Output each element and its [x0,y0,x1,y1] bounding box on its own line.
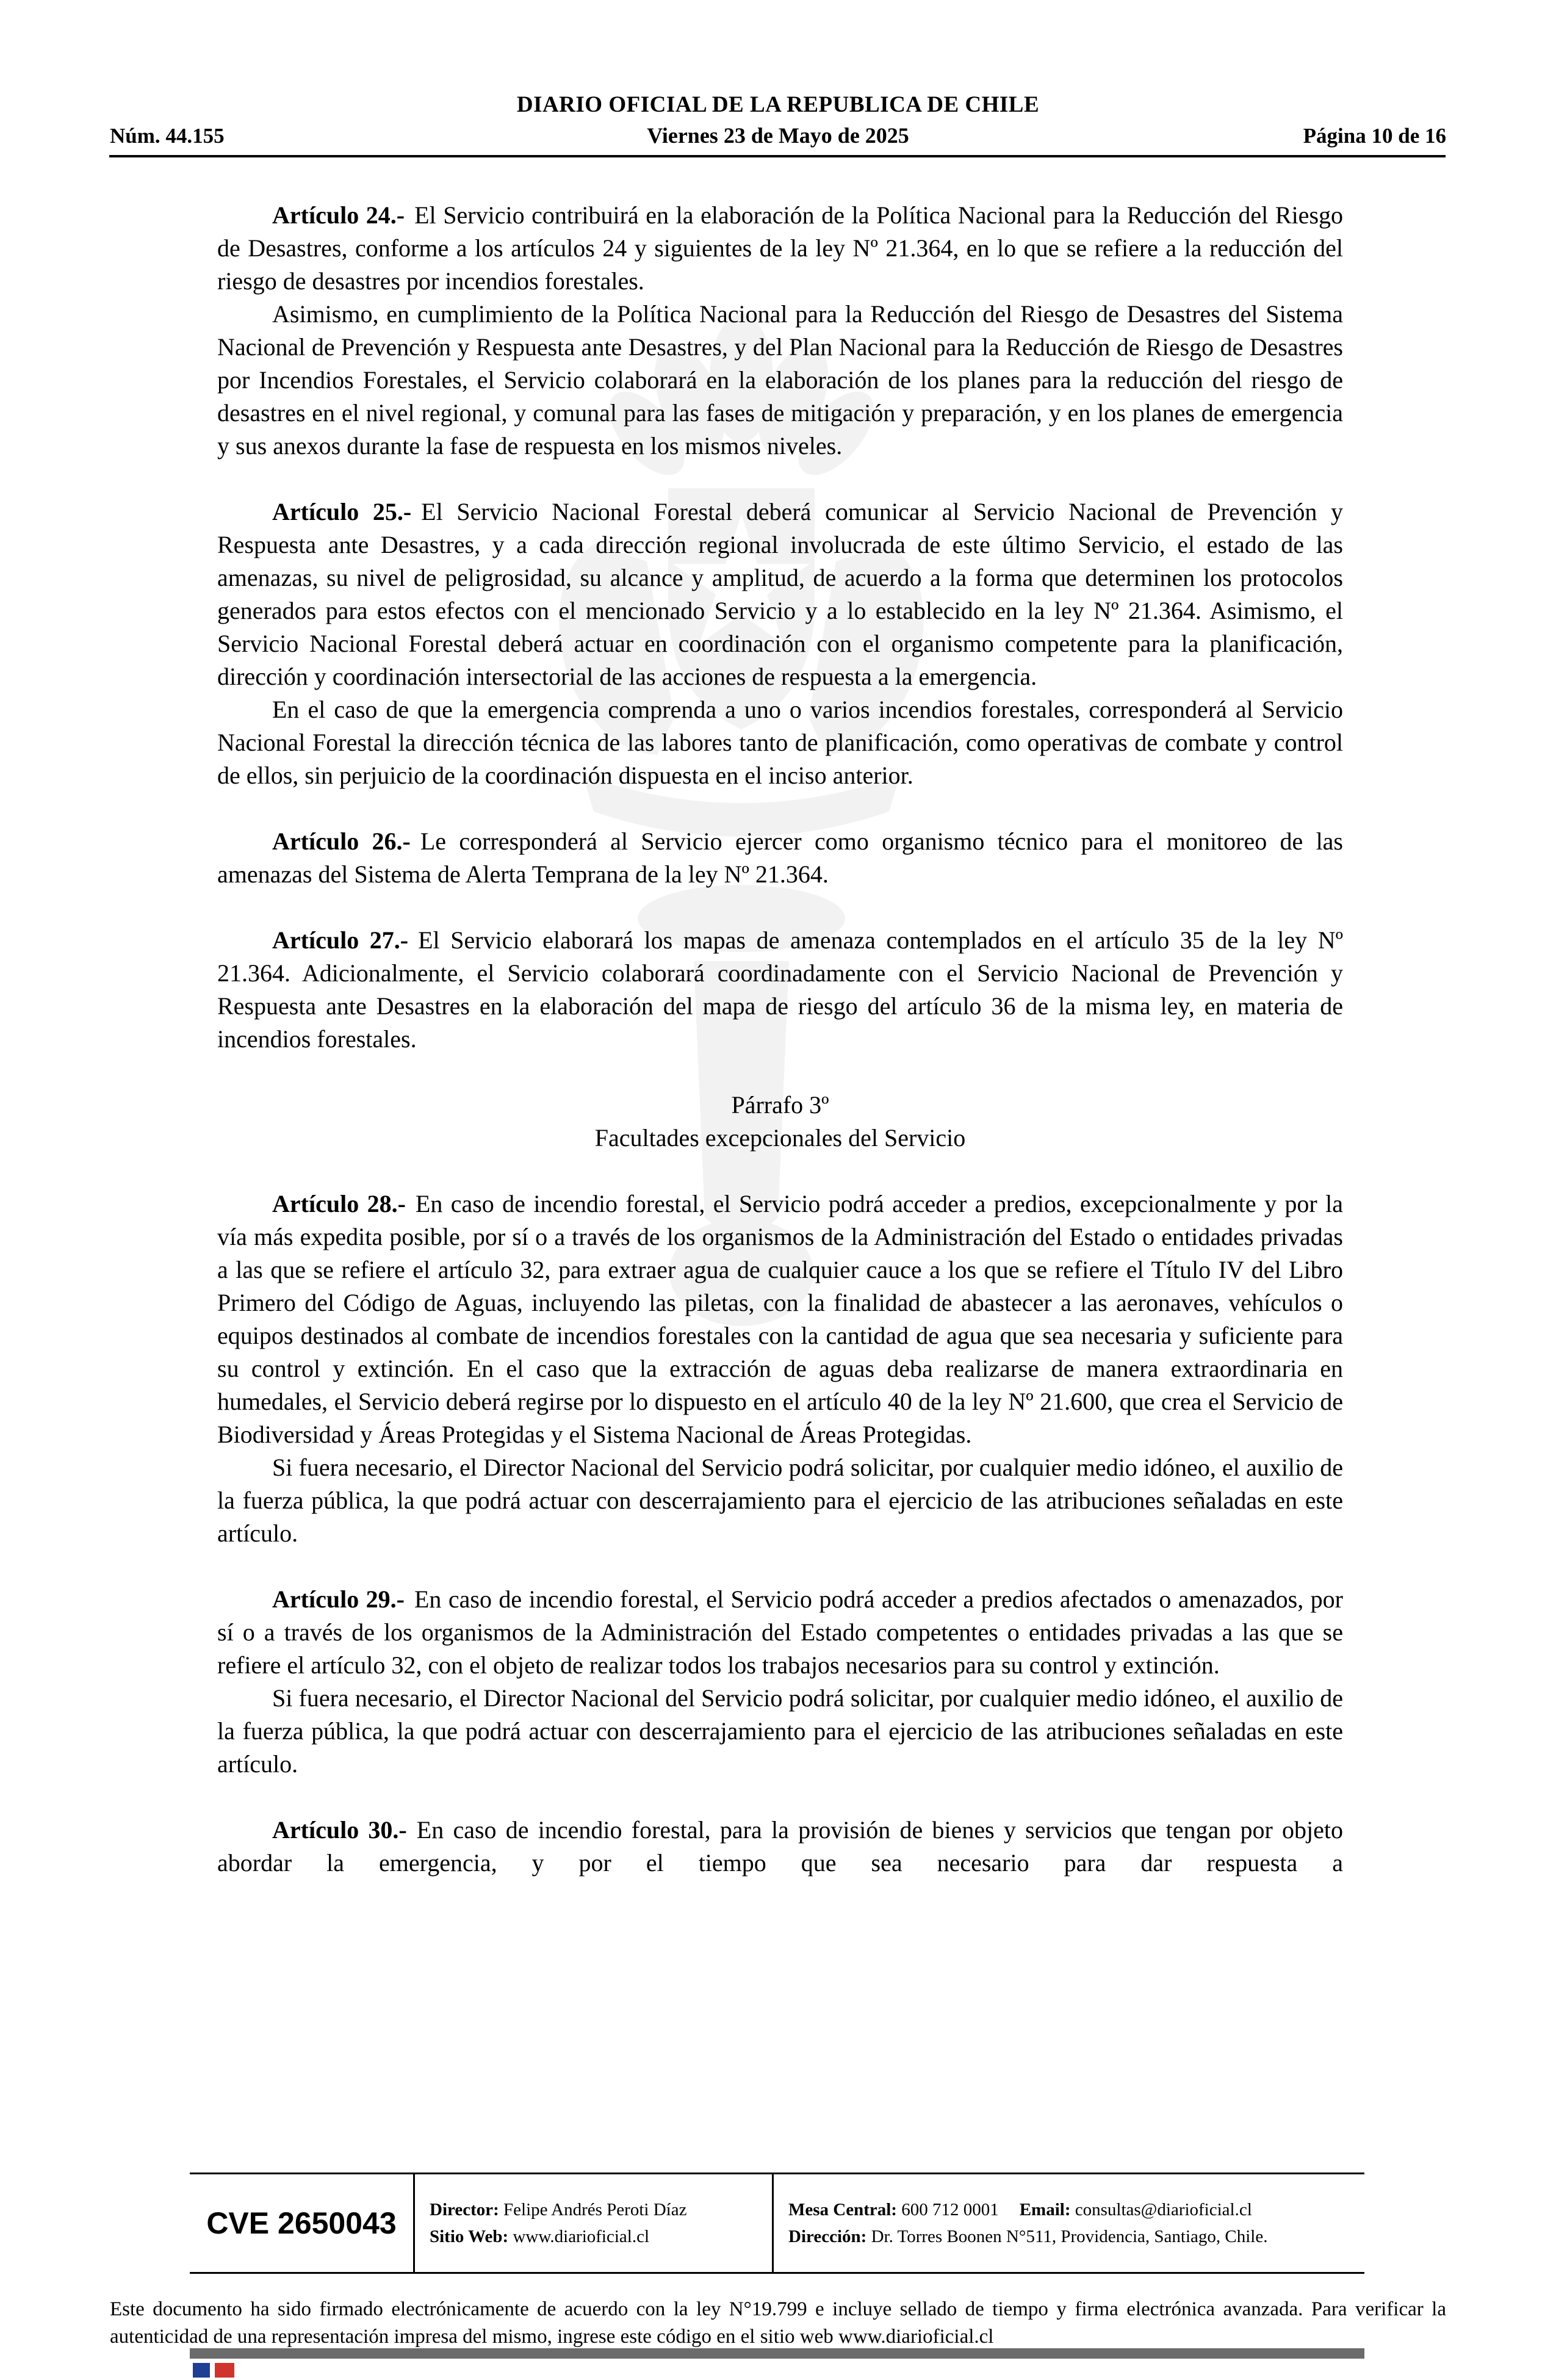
email-label: Email: [1019,2200,1071,2220]
masthead-title: DIARIO OFICIAL DE LA REPUBLICA DE CHILE [516,92,1040,117]
parrafo-3-number: Párrafo 3º [731,1091,829,1119]
article-24-label: Artículo 24.- [272,201,405,229]
issue-number: Núm. 44.155 [110,124,225,148]
article-30-label: Artículo 30.- [272,1816,407,1844]
parrafo-3-heading [217,1089,1343,1155]
footer-director-column [413,2174,772,2272]
article-29-text: En caso de incendio forestal, el Servicio podrá acceder a predios afectados o amenazados, por sí o a través de los organismos de la Administración del Estado competentes o entidades privadas a las que se refiere el artículo 32, con el objeto de realizar todos los trabajos necesarios para su control y extinción. [217,1585,1343,1679]
parrafo-3-title: Facultades excepcionales del Servicio [594,1124,966,1152]
article-30-paragraph [217,1814,1343,1880]
header-divider [109,155,1446,157]
article-25-paragraph-1 [217,496,1343,693]
masthead-date: Viernes 23 de Mayo de 2025 [647,123,909,148]
email-address: consultas@diarioficial.cl [1075,2200,1252,2220]
article-28-text: En caso de incendio forestal, el Servicio podrá acceder a predios, excepcionalmente y por la vía más expedita posible, por sí o a través de los organismos de la Administración del Estado o entidades privadas a las que se refiere el artículo 32, para extraer agua de cualquier cauce a los que se refiere el Título IV del Libro Primero del Código de Aguas, incluyendo las piletas, con la finalidad de abastecer a las aeronaves, vehículos o equipos destinados al combate de incendios forestales con la cantidad de agua que sea necesaria y suficiente para su control y extinción. En el caso que la extracción de aguas deba realizarse de manera extraordinaria en humedales, el Servicio deberá regirse por lo dispuesto en el artículo 40 de la ley Nº 21.600, que crea el Servicio de Biodiversidad y Áreas Protegidas y el Sistema Nacional de Áreas Protegidas. [217,1190,1343,1448]
phone-number: 600 712 0001 [901,2200,999,2220]
website-url: www.diarioficial.cl [513,2227,650,2246]
article-25-paragraph-2: En el caso de que la emergencia comprenda a uno o varios incendios forestales, corresponderá al Servicio Nacional Forestal la dirección técnica de las labores tanto de planificación, como operativas de combate y control de ellos, sin perjuicio de la coordinación dispuesta en el inciso anterior. [217,696,1343,789]
director-label: Director: [430,2200,499,2220]
director-name: Felipe Andrés Peroti Díaz [503,2200,687,2220]
footer-website-row [430,2223,772,2250]
footer-phone-email-row [788,2196,1364,2223]
article-29-paragraph-2: Si fuera necesario, el Director Nacional del Servicio podrá solicitar, por cualquier medio idóneo, el auxilio de la fuerza pública, la que podrá actuar con descerrajamiento para el ejercicio de las atribuciones señaladas en este artículo. [217,1684,1343,1778]
document-body [217,199,1343,2170]
article-24-paragraph-1 [217,199,1343,298]
article-25-label: Artículo 25.- [272,498,412,525]
article-24-paragraph-2: Asimismo, en cumplimiento de la Política Nacional para la Reducción del Riesgo de Desastres del Sistema Nacional de Prevención y Respuesta ante Desastres, y del Plan Nacional para la Reducción de Riesgo de Desastres por Incendios Forestales, el Servicio colaborará en la elaboración de los planes para la reducción del riesgo de desastres en el nivel regional, y comunal para las fases de mitigación y preparación, y en los planes de emergencia y sus anexos durante la fase de respuesta en los mismos niveles. [217,300,1343,460]
article-28-paragraph-1 [217,1188,1343,1451]
article-24-text: El Servicio contribuirá en la elaboración de la Política Nacional para la Reducción del Riesgo de Desastres, conforme a los artículos 24 y siguientes de la ley Nº 21.364, en lo que se refiere a la reducción del riesgo de desastres por incendios forestales. [217,201,1343,295]
flag-blue-square [193,2363,210,2378]
footer-director-row [430,2196,772,2223]
signature-disclaimer: Este documento ha sido firmado electrónicamente de acuerdo con la ley N°19.799 e incluye sellado de tiempo y firma electrónica avanzada. Para verificar la autenticidad de una representación impresa del mismo, ingrese este código en el sitio web www.diarioficial.cl [110,2296,1446,2351]
article-29-paragraph-1 [217,1583,1343,1682]
article-27-label: Artículo 27.- [272,926,409,954]
article-27-paragraph [217,924,1343,1056]
footer-address-row [788,2223,1364,2250]
article-27-text: El Servicio elaborará los mapas de amenaza contemplados en el artículo 35 de la ley Nº 21.364. Adicionalmente, el Servicio colaborará coordinadamente con el Servicio Nacional de Prevención y Respuesta ante Desastres en la elaboración del mapa de riesgo del artículo 36 de la misma ley, en materia de incendios forestales. [217,926,1343,1053]
article-25-text: El Servicio Nacional Forestal deberá comunicar al Servicio Nacional de Prevención y Respuesta ante Desastres, y a cada dirección regional involucrada de este último Servicio, el estado de las amenazas, su nivel de peligrosidad, su alcance y amplitud, de acuerdo a la forma que determinen los protocolos generados para estos efectos con el mencionado Servicio y a lo establecido en la ley Nº 21.364. Asimismo, el Servicio Nacional Forestal deberá actuar en coordinación con el organismo competente para la planificación, dirección y coordinación intersectorial de las acciones de respuesta a la emergencia. [217,498,1343,690]
flag-red-square [215,2363,234,2378]
footer-info-box [190,2173,1364,2274]
page-header [110,92,1446,148]
footer-contact-column [772,2174,1364,2272]
article-28-paragraph-2: Si fuera necesario, el Director Nacional del Servicio podrá solicitar, por cualquier medio idóneo, el auxilio de la fuerza pública, la que podrá actuar con descerrajamiento para el ejercicio de las atribuciones señaladas en este artículo. [217,1454,1343,1547]
address-label: Dirección: [788,2227,867,2246]
phone-label: Mesa Central: [788,2200,897,2220]
article-26-text: Le corresponderá al Servicio ejercer como organismo técnico para el monitoreo de las amenazas del Sistema de Alerta Temprana de la ley Nº 21.364. [217,828,1343,888]
cve-code: CVE 2650043 [206,2206,397,2240]
page-indicator: Página 10 de 16 [1303,124,1446,148]
article-28-label: Artículo 28.- [272,1190,406,1217]
address-text: Dr. Torres Boonen N°511, Providencia, Santiago, Chile. [871,2227,1268,2246]
article-26-label: Artículo 26.- [272,828,411,855]
article-30-text: En caso de incendio forestal, para la provisión de bienes y servicios que tengan por objeto abordar la emergencia, y por el tiempo que sea necesario para dar respuesta a [217,1816,1343,1877]
article-26-paragraph [217,825,1343,891]
signature-bar [190,2348,1364,2359]
masthead [517,92,1039,148]
website-label: Sitio Web: [430,2227,509,2246]
article-29-label: Artículo 29.- [272,1585,405,1613]
